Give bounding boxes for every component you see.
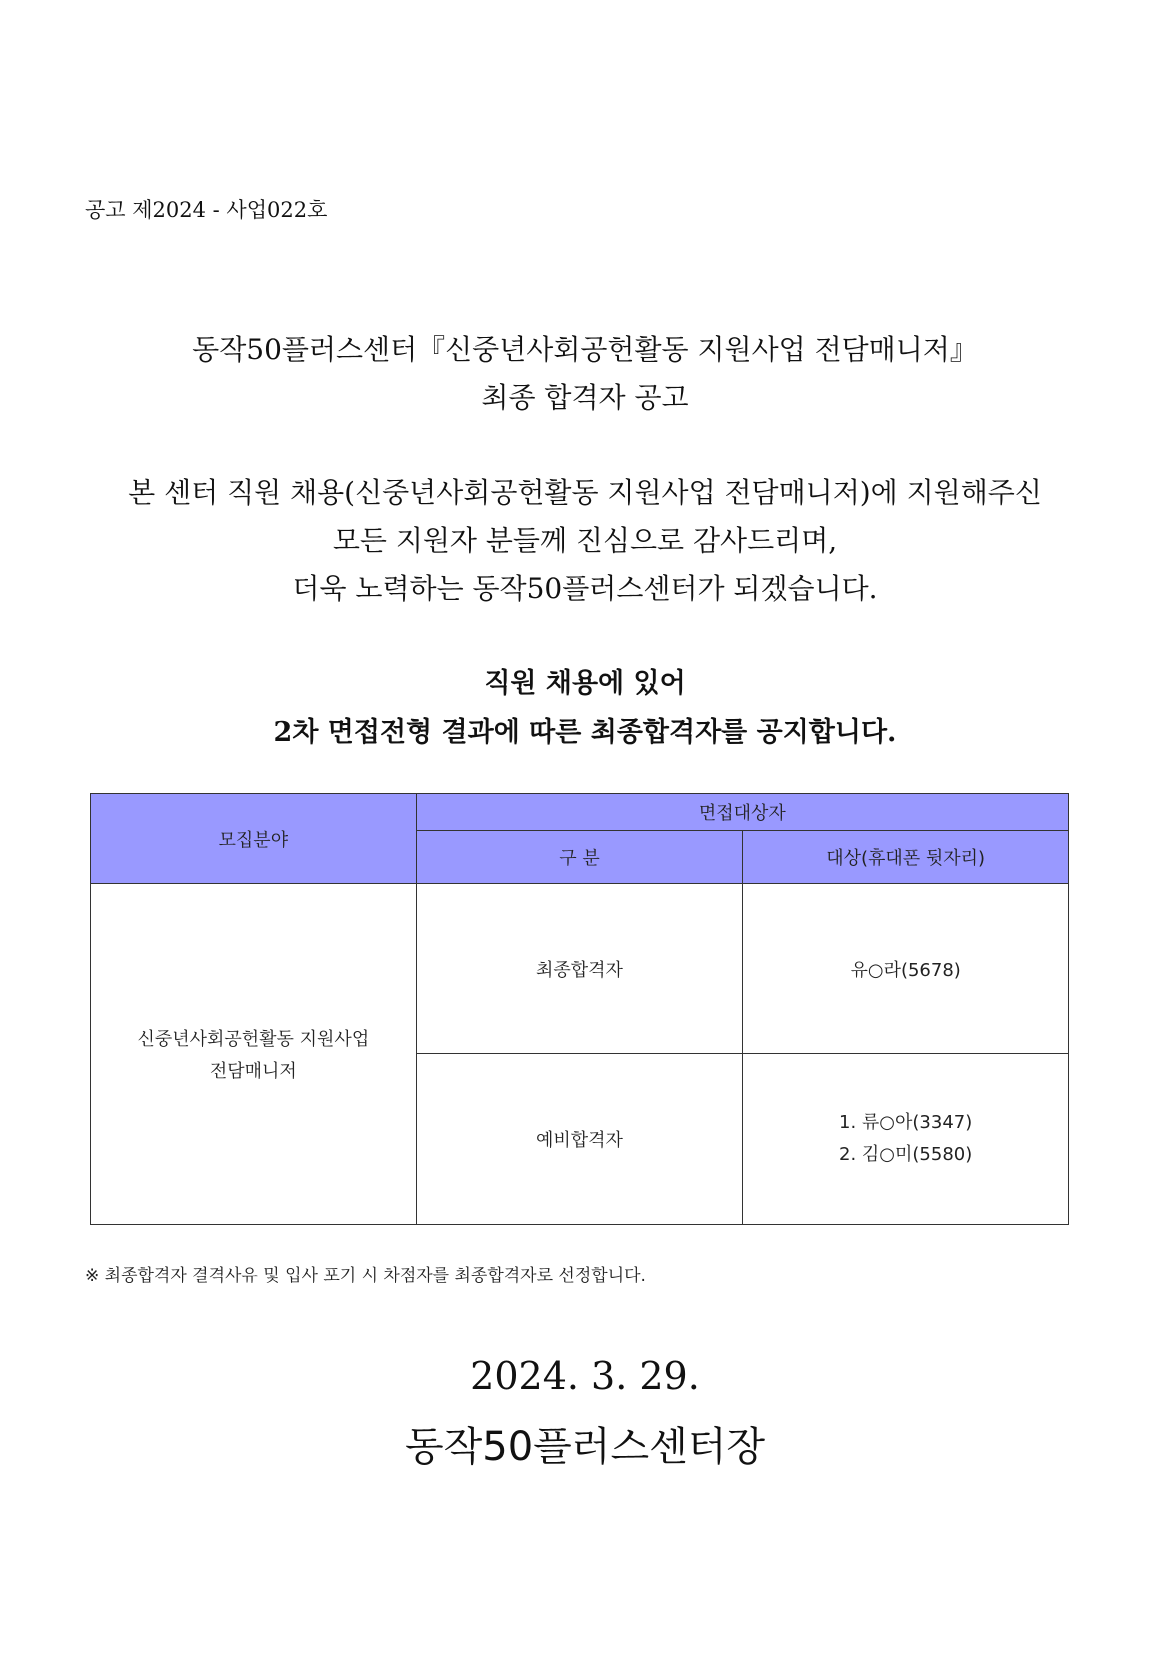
title-line-2: 최종 합격자 공고: [481, 381, 689, 414]
field-line-2: 전담매니저: [209, 1061, 297, 1082]
results-table: [90, 793, 1069, 1225]
intro-line-3: 더욱 노력하는 동작50플러스센터가 되겠습니다.: [292, 572, 878, 605]
target-item: 1. 류○아(3347): [839, 1112, 973, 1133]
notice-number: 공고 제2024 - 사업022호: [85, 198, 328, 222]
category-cell: 예비합격자: [416, 1054, 743, 1225]
intro-line-1: 본 센터 직원 채용(신중년사회공헌활동 지원사업 전담매니저)에 지원해주신: [128, 476, 1042, 509]
category-cell: 최종합격자: [416, 884, 743, 1054]
signature: 동작50플러스센터장: [404, 1424, 766, 1470]
announcement-line-2: 2차 면접전형 결과에 따른 최종합격자를 공지합니다.: [273, 717, 897, 748]
target-cell: 유○라(5678): [743, 884, 1069, 1054]
title-line-1: 동작50플러스센터『신중년사회공헌활동 지원사업 전담매니저』: [192, 333, 978, 366]
field-cell: [91, 884, 417, 1225]
intro-line-2: 모든 지원자 분들께 진심으로 감사드리며,: [332, 524, 838, 557]
header-category: 구 분: [416, 831, 743, 884]
footnote: ※ 최종합격자 결격사유 및 입사 포기 시 차점자를 최종합격자로 선정합니다.: [85, 1266, 646, 1286]
header-target: 대상(휴대폰 뒷자리): [743, 831, 1069, 884]
target-cell: [743, 1054, 1069, 1225]
date: 2024. 3. 29.: [470, 1354, 700, 1398]
announcement-line-1: 직원 채용에 있어: [484, 668, 686, 699]
table-row: [91, 884, 1069, 1054]
target-item: 2. 김○미(5580): [839, 1144, 973, 1165]
field-line-1: 신중년사회공헌활동 지원사업: [137, 1029, 370, 1050]
header-field: 모집분야: [91, 794, 417, 884]
header-interviewees: 면접대상자: [416, 794, 1068, 831]
